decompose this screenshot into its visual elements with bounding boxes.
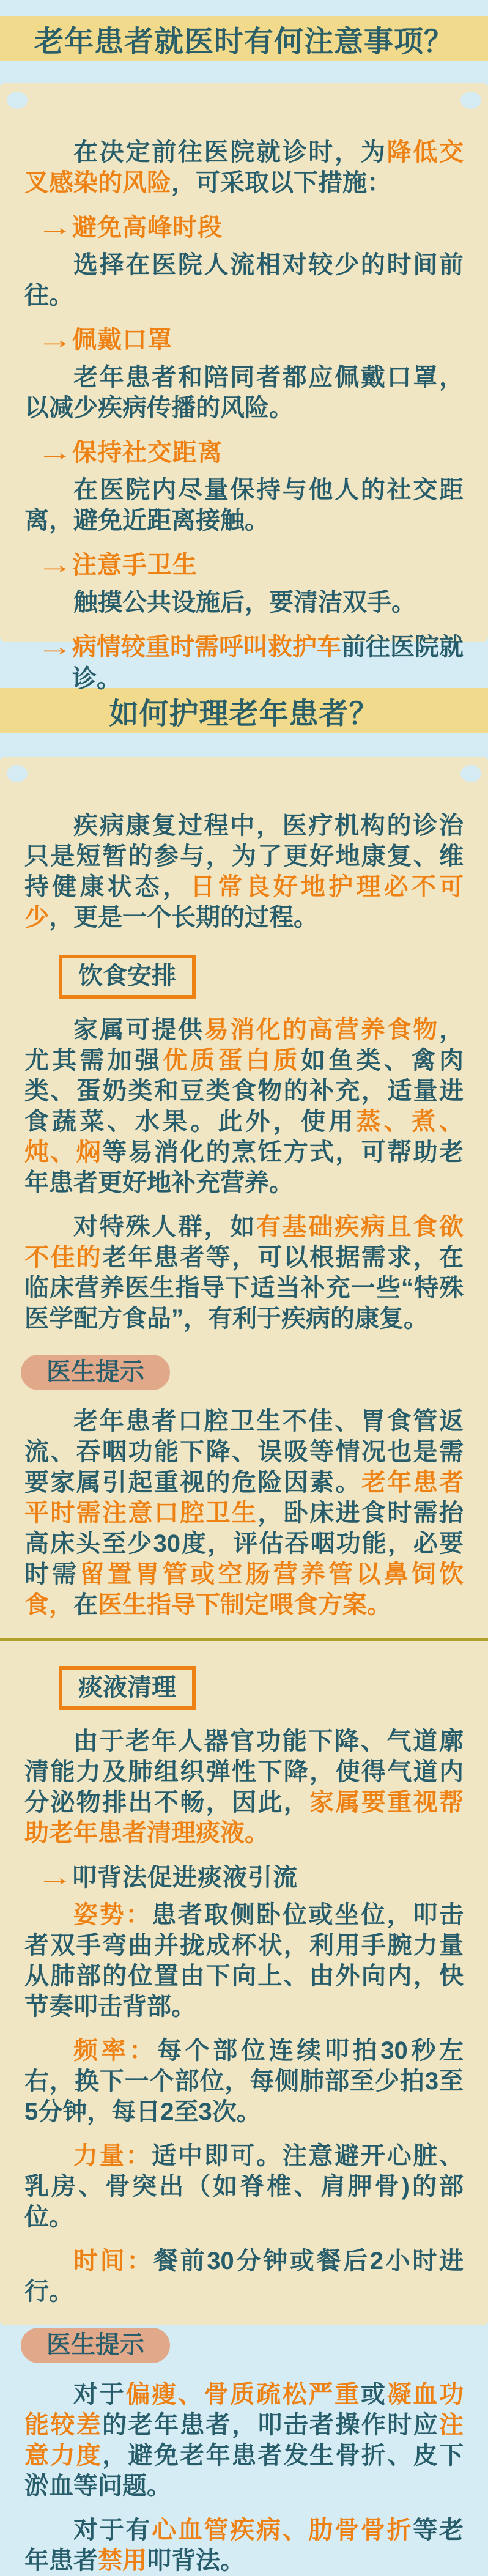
section-1-title: 老年患者就医时有何注意事项？ [34,25,454,58]
section-box-diet: 饮食安排 [59,955,196,999]
bullet-description: 老年患者和陪同者都应佩戴口罩，以减少疾病传播的风险。 [24,364,464,421]
text-run: ，卧床进食时需抬高床头至少30度，评估吞咽功能，必要时需 [24,1500,464,1588]
text-run: 的老年患者，叩击者操作时应 [102,2411,439,2438]
mixed-line [72,631,464,695]
text-run: 老年患者等，可以根据需求，在临床营养医生指导下适当补充一些“特殊医学配方食品”，有利于疾病的康复。 [24,1244,464,1332]
highlight-run: 降低交叉感染的风险 [24,139,464,196]
doctor-tip-1-paragraph [24,1406,464,1620]
card-hospital-visit-tips [0,83,488,692]
section-title-band-2 [0,688,488,733]
bullet-label: 保持社交距离 [72,439,223,466]
text-run: 对于 [73,2381,126,2408]
bullet-label: 避免高峰时段 [72,214,223,241]
gap-strip [0,61,488,83]
highlight-run: 家属要重视帮助老年患者清理痰液。 [24,1789,464,1846]
diet-paragraph-2 [24,1212,464,1334]
arrow-right-icon: → [37,214,73,241]
highlight-run: 凝血功能较差 [24,2381,464,2438]
patting-posture [24,1900,464,2022]
text-run: 适中即可。注意避开心脏、乳房、骨突出（如脊椎、肩胛骨)的部位。 [24,2142,464,2230]
bullet-hand-hygiene [24,549,464,618]
arrow-right-icon: → [37,327,73,353]
item-label: 姿势： [73,1901,152,1928]
text-run: 每个部位连续叩拍30秒左右，换下一个部位，每侧肺部至少拍3至5分钟，每日2至3次。 [24,2037,464,2125]
doctor-tip-pill: 医生提示 [21,1355,170,1390]
patting-strength [24,2141,464,2232]
patting-frequency [24,2035,464,2127]
intro-paragraph [24,810,464,933]
bullet-avoid-peak-hours [24,212,464,311]
section-2-title: 如何护理老年患者？ [109,697,379,730]
intro-paragraph [24,137,464,198]
gap-strip [0,733,488,757]
binder-hole-icon [7,765,28,782]
text-run: ，尤其需加强 [24,1016,464,1074]
text-run: 前往医院就诊。 [72,634,464,692]
text-run: 在决定前往医院就诊时，为 [73,139,387,166]
doctor-tip-pill: 医生提示 [21,2328,170,2363]
text-run: 对特殊人群，如 [73,1213,256,1240]
highlight-run: 心血管疾病、肋骨骨折 [152,2517,413,2544]
section-box-phlegm: 痰液清理 [59,1666,196,1710]
phlegm-paragraph [24,1726,464,1848]
patting-time [24,2246,464,2307]
text-run: 对于有 [73,2517,152,2544]
bullet-label: 注意手卫生 [72,552,198,579]
highlight-run: 易消化的高营养食物 [204,1016,440,1043]
section-divider [0,1638,488,1641]
card-elderly-care-guide [0,757,488,2574]
text-run: 家属可提供 [73,1016,204,1043]
highlight-run: 老年患者平时需注意口腔卫生 [24,1469,464,1527]
item-label: 频率： [73,2037,157,2064]
arrow-right-icon: → [37,439,73,466]
highlight-run: 偏瘦、骨质疏松严重 [125,2381,361,2408]
binder-hole-icon [460,765,481,782]
highlight-run: 禁用 [98,2547,147,2574]
arrow-right-icon: → [37,634,73,661]
arrow-right-icon: → [37,552,73,579]
text-run: 等老年患者 [24,2517,464,2574]
highlight-run: 蒸、煮、炖、焖 [24,1108,464,1166]
diet-paragraph-1 [24,1015,464,1198]
text-run: ，避免老年患者发生骨折、皮下淤血等问题。 [24,2442,464,2500]
binder-hole-icon [460,92,481,109]
text-run: 等易消化的烹饪方式，可帮助老年患者更好地补充营养。 [24,1139,464,1196]
text-run: 疾病康复过程中，医疗机构的诊治只是短暂的参与，为了更好地康复、维持健康状态， [24,812,464,900]
text-run: 老年患者口腔卫生不佳、胃食管返流、吞咽功能下降、误吸等情况也是需要家属引起重视的危险因素。 [24,1408,464,1496]
text-run: ，更是一个长期的过程。 [49,904,318,931]
bullet-label: 佩戴口罩 [72,327,172,353]
bullet-social-distance [24,437,464,536]
bullet-head [24,324,464,356]
text-run: 如鱼类、禽肉类、蛋奶类和豆类食物的补充，适量进食蔬菜、水果。此外，使用 [24,1047,464,1135]
highlight-run: 留置胃管或空肠营养管以鼻饲饮食， [24,1561,464,1618]
bullet-head [24,631,464,695]
arrow-right-icon: → [37,1864,73,1891]
bullet-description: 触摸公共设施后，要清洁双手。 [73,589,416,616]
bullet-head [24,437,464,468]
bullet-label: 叩背法促进痰液引流 [72,1864,298,1891]
highlight-run: 医生指导下制定喂食方案。 [98,1591,391,1618]
highlight-run: 优质蛋白质 [163,1047,301,1074]
text-run: ，可采取以下措施： [171,169,391,196]
text-run: 在 [73,1591,98,1618]
doctor-tip-2-paragraph-2 [24,2515,464,2576]
item-label: 力量： [73,2142,152,2169]
section-title-band-1 [0,16,488,61]
bullet-description: 在医院内尽量保持与他人的社交距离，避免近距离接触。 [24,476,464,534]
highlight-run: 病情较重时需呼叫救护车 [72,634,341,661]
bullet-call-ambulance [24,631,464,695]
text-run: 或 [360,2381,387,2408]
bullet-back-patting [24,1862,464,1893]
text-run: 患者取侧卧位或坐位，叩击者双手弯曲并拢成杯状，利用手腕力量从肺部的位置由下向上、由外向内，快节奏叩击背部。 [24,1901,464,2020]
binder-hole-icon [7,92,28,109]
bullet-head [24,212,464,243]
item-label: 时间： [73,2248,153,2274]
text-run: 餐前30分钟或餐后2小时进行。 [24,2248,464,2305]
bullet-head [24,549,464,581]
text-run: 由于老年人器官功能下降、气道廓清能力及肺组织弹性下降，使得气道内分泌物排出不畅，因此， [24,1728,464,1816]
top-strip [0,0,488,16]
text-run: 叩背法。 [147,2547,245,2574]
doctor-tip-2-paragraph-1 [24,2379,464,2501]
highlight-run: 有基础疾病且食欲不佳的 [24,1213,464,1271]
highlight-run: 注意力度 [24,2411,464,2469]
bullet-description: 选择在医院人流相对较少的时间前往。 [24,251,464,309]
highlight-run: 日常良好地护理必不可少 [24,873,464,931]
bullet-wear-mask [24,324,464,423]
